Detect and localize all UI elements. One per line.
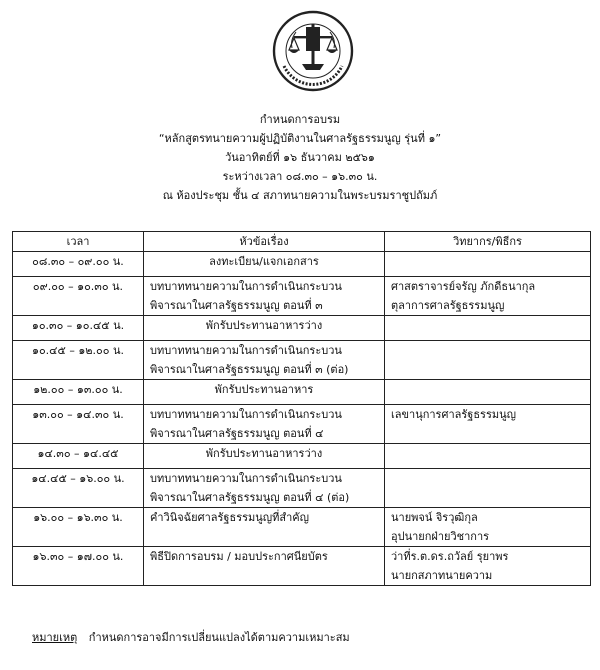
schedule-topic-cell <box>144 252 385 277</box>
schedule-topic-cell <box>144 469 385 508</box>
schedule-topic-cell <box>144 508 385 547</box>
schedule-topic-cell <box>144 341 385 380</box>
schedule-topic-cell <box>144 444 385 469</box>
document-header <box>0 110 600 205</box>
schedule-speaker-line: นายกสภาทนายความ <box>391 569 493 582</box>
schedule-topic-cell <box>144 316 385 341</box>
schedule-row <box>13 508 591 547</box>
schedule-time-cell: ๑๓.๐๐ – ๑๔.๓๐ น. <box>13 405 144 444</box>
schedule-row <box>13 316 591 341</box>
schedule-row <box>13 469 591 508</box>
schedule-row <box>13 547 591 586</box>
schedule-topic-line: บทบาททนายความในการดำเนินกระบวน <box>150 280 342 293</box>
schedule-speaker-cell <box>385 444 591 469</box>
schedule-row <box>13 444 591 469</box>
schedule-speaker-line: ศาสตราจารย์จรัญ ภักดีธนากุล <box>391 280 536 293</box>
schedule-speaker-line: นายพจน์ จิรวุฒิกุล <box>391 511 478 524</box>
schedule-topic-line: พิจารณาในศาลรัฐธรรมนูญ ตอนที่ ๓ (ต่อ) <box>150 363 349 376</box>
schedule-speaker-line: ตุลาการศาลรัฐธรรมนูญ <box>391 299 505 312</box>
schedule-speaker-cell <box>385 316 591 341</box>
header-date: วันอาทิตย์ที่ ๑๖ ธันวาคม ๒๕๖๑ <box>225 151 375 164</box>
schedule-speaker-cell <box>385 469 591 508</box>
column-header-topic: หัวข้อเรื่อง <box>144 232 385 252</box>
schedule-speaker-cell <box>385 341 591 380</box>
schedule-topic-cell <box>144 405 385 444</box>
schedule-topic-line: พักรับประทานอาหารว่าง <box>205 447 323 460</box>
column-header-speaker: วิทยากร/พิธีกร <box>385 232 591 252</box>
schedule-topic-cell <box>144 277 385 316</box>
schedule-row <box>13 277 591 316</box>
schedule-topic-line: บทบาททนายความในการดำเนินกระบวน <box>150 344 342 357</box>
header-time-range: ระหว่างเวลา ๐๘.๓๐ – ๑๖.๓๐ น. <box>222 170 378 183</box>
footnote-label: หมายเหตุ <box>32 631 78 644</box>
schedule-topic-line: บทบาททนายความในการดำเนินกระบวน <box>150 472 342 485</box>
header-venue: ณ ห้องประชุม ชั้น ๔ สภาทนายความในพระบรมราชูปถัมภ์ <box>162 189 438 202</box>
schedule-topic-line: พิจารณาในศาลรัฐธรรมนูญ ตอนที่ ๓ <box>150 299 323 312</box>
schedule-row <box>13 341 591 380</box>
schedule-time-cell: ๐๘.๓๐ – ๐๙.๐๐ น. <box>13 252 144 277</box>
schedule-topic-line: พิธีปิดการอบรม / มอบประกาศนียบัตร <box>150 550 328 563</box>
schedule-header-row <box>13 232 591 252</box>
schedule-time-cell: ๑๔.๓๐ – ๑๔.๔๕ <box>13 444 144 469</box>
schedule-time-cell: ๑๐.๓๐ – ๑๐.๔๕ น. <box>13 316 144 341</box>
footnote <box>32 628 350 646</box>
schedule-time-cell: ๑๖.๓๐ – ๑๗.๐๐ น. <box>13 547 144 586</box>
schedule-speaker-line: เลขานุการศาลรัฐธรรมนูญ <box>391 408 517 421</box>
schedule-table <box>12 231 591 586</box>
header-title: กำหนดการอบรม <box>259 113 341 126</box>
schedule-topic-line: บทบาททนายความในการดำเนินกระบวน <box>150 408 342 421</box>
schedule-time-cell: ๑๒.๐๐ – ๑๓.๐๐ น. <box>13 380 144 405</box>
schedule-topic-line: พักรับประทานอาหารว่าง <box>205 319 323 332</box>
schedule-topic-cell <box>144 380 385 405</box>
schedule-time-cell: ๐๙.๐๐ – ๑๐.๓๐ น. <box>13 277 144 316</box>
schedule-speaker-line: อุปนายกฝ่ายวิชาการ <box>391 530 490 543</box>
schedule-speaker-cell <box>385 508 591 547</box>
schedule-time-cell: ๑๖.๐๐ – ๑๖.๓๐ น. <box>13 508 144 547</box>
column-header-time: เวลา <box>13 232 144 252</box>
schedule-speaker-cell <box>385 547 591 586</box>
header-course-name: “หลักสูตรทนายความผู้ปฏิบัติงานในศาลรัฐธรรมนูญ รุ่นที่ ๑” <box>158 132 442 145</box>
schedule-topic-line: พักรับประทานอาหาร <box>214 383 314 396</box>
schedule-row <box>13 252 591 277</box>
schedule-topic-cell <box>144 547 385 586</box>
schedule-time-cell: ๑๔.๔๕ – ๑๖.๐๐ น. <box>13 469 144 508</box>
schedule-topic-line: ลงทะเบียน/แจกเอกสาร <box>209 255 319 268</box>
schedule-topic-line: พิจารณาในศาลรัฐธรรมนูญ ตอนที่ ๔ (ต่อ) <box>150 491 350 504</box>
schedule-row <box>13 380 591 405</box>
schedule-speaker-cell <box>385 380 591 405</box>
schedule-speaker-cell <box>385 252 591 277</box>
schedule-speaker-cell <box>385 277 591 316</box>
schedule-speaker-cell <box>385 405 591 444</box>
schedule-speaker-line: ว่าที่ร.ต.ดร.ถวัลย์ รุยาพร <box>391 550 509 563</box>
scales-of-justice-icon <box>272 10 354 92</box>
lawyers-council-seal-logo <box>272 10 354 92</box>
footnote-text: กำหนดการอาจมีการเปลี่ยนแปลงได้ตามความเหมาะสม <box>88 631 350 644</box>
schedule-topic-line: คำวินิจฉัยศาลรัฐธรรมนูญที่สำคัญ <box>150 511 310 524</box>
schedule-time-cell: ๑๐.๔๕ – ๑๒.๐๐ น. <box>13 341 144 380</box>
schedule-topic-line: พิจารณาในศาลรัฐธรรมนูญ ตอนที่ ๔ <box>150 427 324 440</box>
schedule-row <box>13 405 591 444</box>
